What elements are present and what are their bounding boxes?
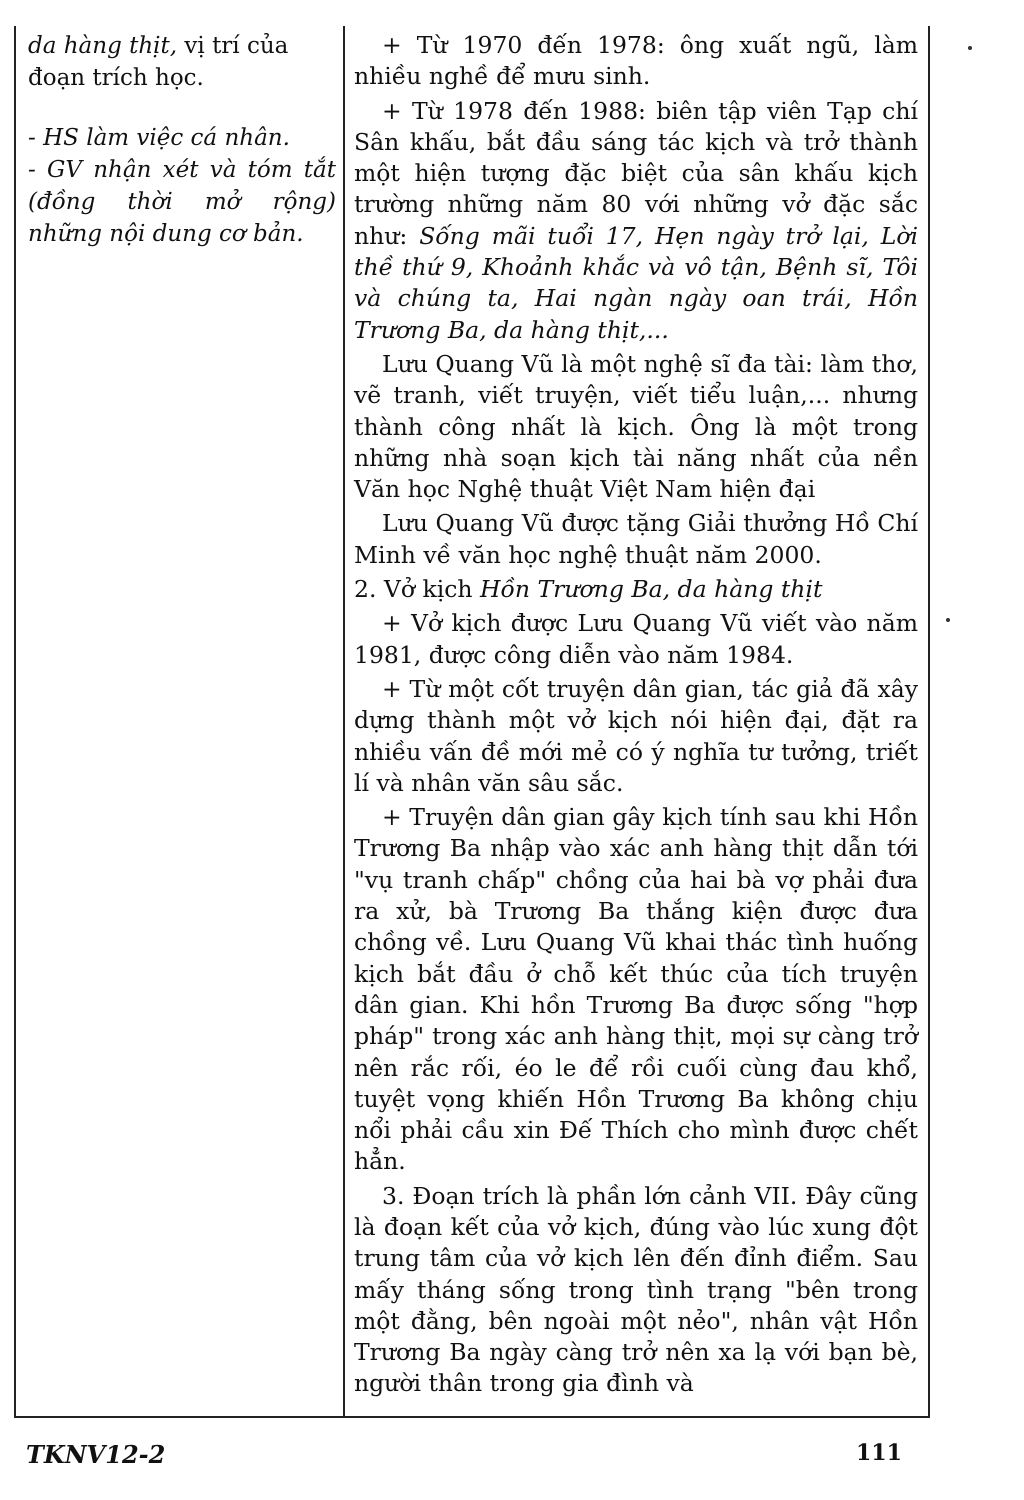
- book-code: TKNV12-2: [26, 1440, 166, 1469]
- section-2-title: Hồn Trương Ba, da hàng thịt: [480, 575, 823, 604]
- teacher-task: - GV nhận xét và tóm tắt (đồng thời mở rộng) những nội dung cơ bản.: [28, 157, 336, 247]
- activity-intro-lead: da hàng thịt,: [28, 33, 178, 59]
- scan-speck: [968, 46, 972, 50]
- activity-intro-rest: vị trí của đoạn trích học.: [28, 33, 289, 91]
- paragraph-1970-1978: + Từ 1970 đến 1978: ông xuất ngũ, làm nhiều nghề để mưu sinh.: [354, 31, 918, 91]
- works-list: Sống mãi tuổi 17, Hẹn ngày trở lại, Lời thề thứ 9, Khoảnh khắc và vô tận, Bệnh sĩ, Tôi và chúng ta, Hai ngàn ngày oan trái, Hồn Trương Ba, da hàng thịt,...: [354, 221, 918, 344]
- column-divider: [343, 26, 345, 1416]
- page-number: 111: [856, 1440, 902, 1466]
- content-column: [354, 30, 918, 1403]
- paragraph-1978-1988-text: + Từ 1978 đến 1988: biên tập viên Tạp chí Sân khấu, bắt đầu sáng tác kịch và trở thành một hiện tượng đặc biệt của sân khấu kịch trường những năm 80 với những vở đặc sắc như:: [354, 96, 918, 250]
- section-2-heading: [354, 574, 918, 605]
- paragraph-award: Lưu Quang Vũ được tặng Giải thưởng Hồ Chí Minh về văn học nghệ thuật năm 2000.: [354, 509, 918, 569]
- student-task: - HS làm việc cá nhân.: [28, 125, 290, 151]
- activity-column: [28, 30, 336, 250]
- paragraph-folk-tale-origin: + Từ một cốt truyện dân gian, tác giả đã xây dựng thành một vở kịch nói hiện đại, đặt ra nhiều vấn đề mới mẻ có ý nghĩa tư tưởng, triết lí và nhân văn sâu sắc.: [354, 674, 918, 797]
- section-2-prefix: 2. Vở kịch: [354, 575, 481, 604]
- activity-intro: [28, 30, 336, 94]
- paragraph-folk-tale-drama: + Truyện dân gian gây kịch tính sau khi Hồn Trương Ba nhập vào xác anh hàng thịt dẫn tới "vụ tranh chấp" chồng của hai bà vợ phải đưa ra xử, bà Trương Ba thắng kiện được đưa chồng về. Lưu Quang Vũ khai thác tình huống kịch bắt đầu ở chỗ kết thúc của tích truyện dân gian. Khi hồn Trương Ba được sống "hợp pháp" trong xác anh hàng thịt, mọi sự càng trở nên rắc rối, éo le để rồi cuối cùng đau khổ, tuyệt vọng khiến Hồn Trương Ba không chịu nổi phải cầu xin Đế Thích cho mình được chết hẳn.: [354, 803, 918, 1176]
- lesson-table: [14, 26, 930, 1418]
- paragraph-excerpt-scene: 3. Đoạn trích là phần lớn cảnh VII. Đây cũng là đoạn kết của vở kịch, đúng vào lúc xung đột trung tâm của vở kịch lên đến đỉnh điểm. Sau mấy tháng sống trong tình trạng "bên trong một đằng, bên ngoài một nẻo", nhân vật Hồn Trương Ba ngày càng trở nên xa lạ với bạn bè, người thân trong gia đình và: [354, 1181, 918, 1398]
- scan-speck: [946, 618, 950, 622]
- paragraph-1978-1988: [354, 96, 918, 346]
- paragraph-written-1981: + Vở kịch được Lưu Quang Vũ viết vào năm 1981, được công diễn vào năm 1984.: [354, 609, 918, 669]
- paragraph-multitalent: Lưu Quang Vũ là một nghệ sĩ đa tài: làm thơ, vẽ tranh, viết truyện, viết tiểu luận,... nhưng thành công nhất là kịch. Ông là một trong những nhà soạn kịch tài năng nhất của nền Văn học Nghệ thuật Việt Nam hiện đại: [354, 349, 918, 504]
